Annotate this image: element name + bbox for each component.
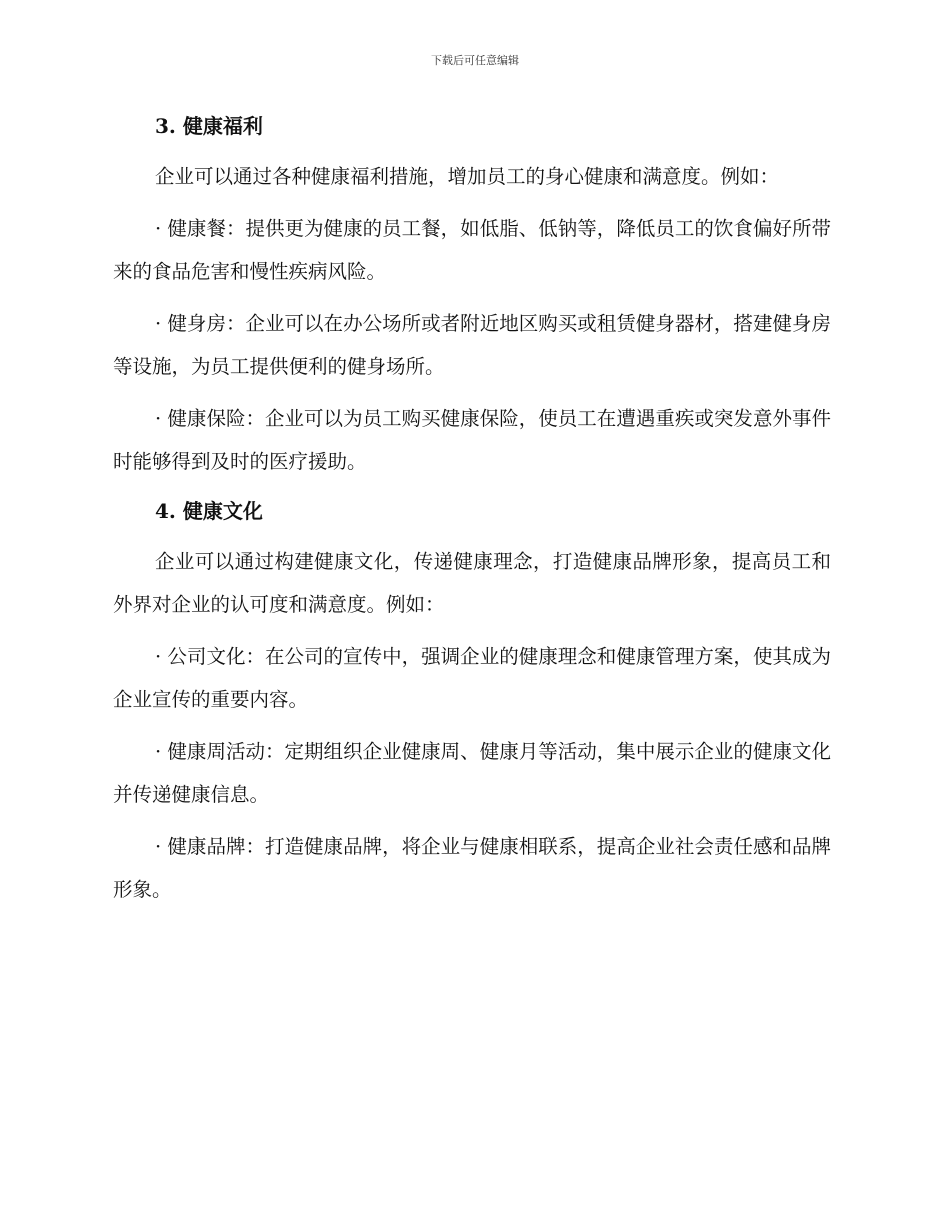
list-item-healthy-meals: · 健康餐：提供更为健康的员工餐，如低脂、低钠等，降低员工的饮食偏好所带来的食品危害和慢性疾病风险。 [113, 217, 831, 283]
list-item-health-insurance: · 健康保险：企业可以为员工购买健康保险，使员工在遭遇重疾或突发意外事件时能够得到及时的医疗援助。 [113, 407, 831, 473]
list-item-company-culture: · 公司文化：在公司的宣传中，强调企业的健康理念和健康管理方案，使其成为企业宣传的重要内容。 [113, 645, 831, 711]
page-header: 下载后可任意编辑 [431, 54, 519, 67]
list-item-health-brand: · 健康品牌：打造健康品牌，将企业与健康相联系，提高企业社会责任感和品牌形象。 [113, 835, 831, 901]
list-item-gym: · 健身房：企业可以在办公场所或者附近地区购买或租赁健身器材，搭建健身房等设施，为员工提供便利的健身场所。 [113, 312, 831, 378]
document-body [113, 108, 831, 920]
intro-paragraph: 企业可以通过各种健康福利措施，增加员工的身心健康和满意度。例如： [155, 165, 780, 188]
section-heading-health-culture: 4. 健康文化 [155, 499, 263, 523]
section-heading-health-benefits: 3. 健康福利 [155, 114, 263, 138]
intro-paragraph: 企业可以通过构建健康文化，传递健康理念，打造健康品牌形象，提高员工和外界对企业的认可度和满意度。例如： [113, 550, 831, 616]
list-item-health-week: · 健康周活动：定期组织企业健康周、健康月等活动，集中展示企业的健康文化并传递健康信息。 [113, 740, 831, 806]
